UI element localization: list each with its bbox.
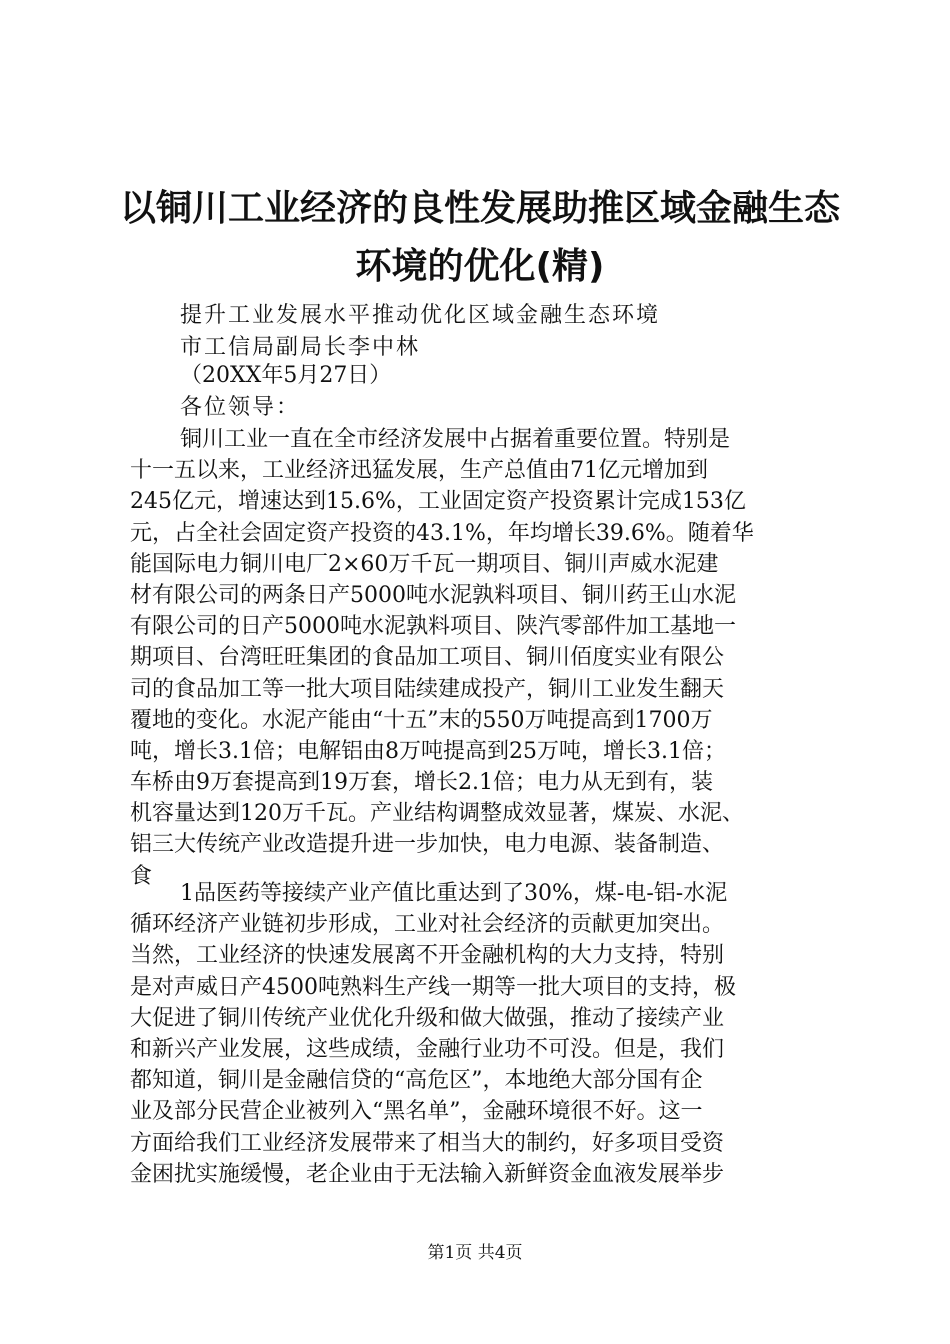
paragraph-line: 车桥由9万套提高到19万套，增长2.1倍；电力从无到有，装 <box>130 770 713 796</box>
paragraph-line: 材有限公司的两条日产5000吨水泥孰料项目、铜川药王山水泥 <box>130 582 736 608</box>
paragraph-line: 司的食品加工等一批大项目陆续建成投产，铜川工业发生翻天 <box>130 676 725 702</box>
document-salutation: 各位领导： <box>180 395 301 420</box>
paragraph-line: 覆地的变化。水泥产能由“十五”末的550万吨提高到1700万 <box>130 707 713 733</box>
document-title-line-1: 以铜川工业经济的良性发展助推区域金融生态 <box>120 188 841 229</box>
paragraph-line: 1品医药等接续产业产值比重达到了30%，煤-电-铝-水泥 <box>180 881 728 906</box>
paragraph-1 <box>130 424 830 892</box>
paragraph-line: 金困扰实施缓慢，老企业由于无法输入新鲜资金血液发展举步 <box>130 1161 725 1187</box>
paragraph-line: 食 <box>130 863 153 889</box>
paragraph-line: 铝三大传统产业改造提升进一步加快，电力电源、装备制造、 <box>130 832 725 858</box>
document-title-line-2: 环境的优化(精) <box>355 246 605 287</box>
paragraph-line: 吨，增长3.1倍；电解铝由8万吨提高到25万吨，增长3.1倍； <box>130 738 726 764</box>
paragraph-line: 能国际电力铜川电厂2×60万千瓦一期项目、铜川声威水泥建 <box>130 551 719 577</box>
document-date: （20XX年5月27日） <box>180 363 392 388</box>
paragraph-line: 业及部分民营企业被列入“黑名单”，金融环境很不好。这一 <box>130 1099 703 1125</box>
paragraph-line: 方面给我们工业经济发展带来了相当大的制约，好多项目受资 <box>130 1130 725 1156</box>
paragraph-line: 铜川工业一直在全市经济发展中占据着重要位置。特别是 <box>180 427 731 452</box>
paragraph-line: 机容量达到120万千瓦。产业结构调整成效显著，煤炭、水泥、 <box>130 801 744 827</box>
paragraph-line: 元，占全社会固定资产投资的43.1%，年均增长39.6%。随着华 <box>130 520 754 546</box>
paragraph-line: 大促进了铜川传统产业优化升级和做大做强，推动了接续产业 <box>130 1005 725 1031</box>
paragraph-line: 当然，工业经济的快速发展离不开金融机构的大力支持，特别 <box>130 943 725 969</box>
document-subtitle: 提升工业发展水平推动优化区域金融生态环境 <box>180 303 661 328</box>
paragraph-line: 循环经济产业链初步形成，工业对社会经济的贡献更加突出。 <box>130 912 725 938</box>
document-author: 市工信局副局长李中林 <box>180 335 421 360</box>
paragraph-line: 是对声威日产4500吨熟料生产线一期等一批大项目的支持，极 <box>130 974 736 1000</box>
paragraph-line: 期项目、台湾旺旺集团的食品加工项目、铜川佰度实业有限公 <box>130 645 725 671</box>
paragraph-line: 十一五以来，工业经济迅猛发展，生产总值由71亿元增加到 <box>130 458 708 484</box>
page-number-footer: 第1页 共4页 <box>427 1243 523 1263</box>
paragraph-line: 都知道，铜川是金融信贷的“高危区”，本地绝大部分国有企 <box>130 1068 703 1094</box>
paragraph-line: 有限公司的日产5000吨水泥孰料项目、陕汽零部件加工基地一 <box>130 614 736 640</box>
paragraph-line: 245亿元，增速达到15.6%，工业固定资产投资累计完成153亿 <box>130 489 746 515</box>
paragraph-2 <box>130 878 830 1190</box>
paragraph-line: 和新兴产业发展，这些成绩，金融行业功不可没。但是，我们 <box>130 1036 725 1062</box>
